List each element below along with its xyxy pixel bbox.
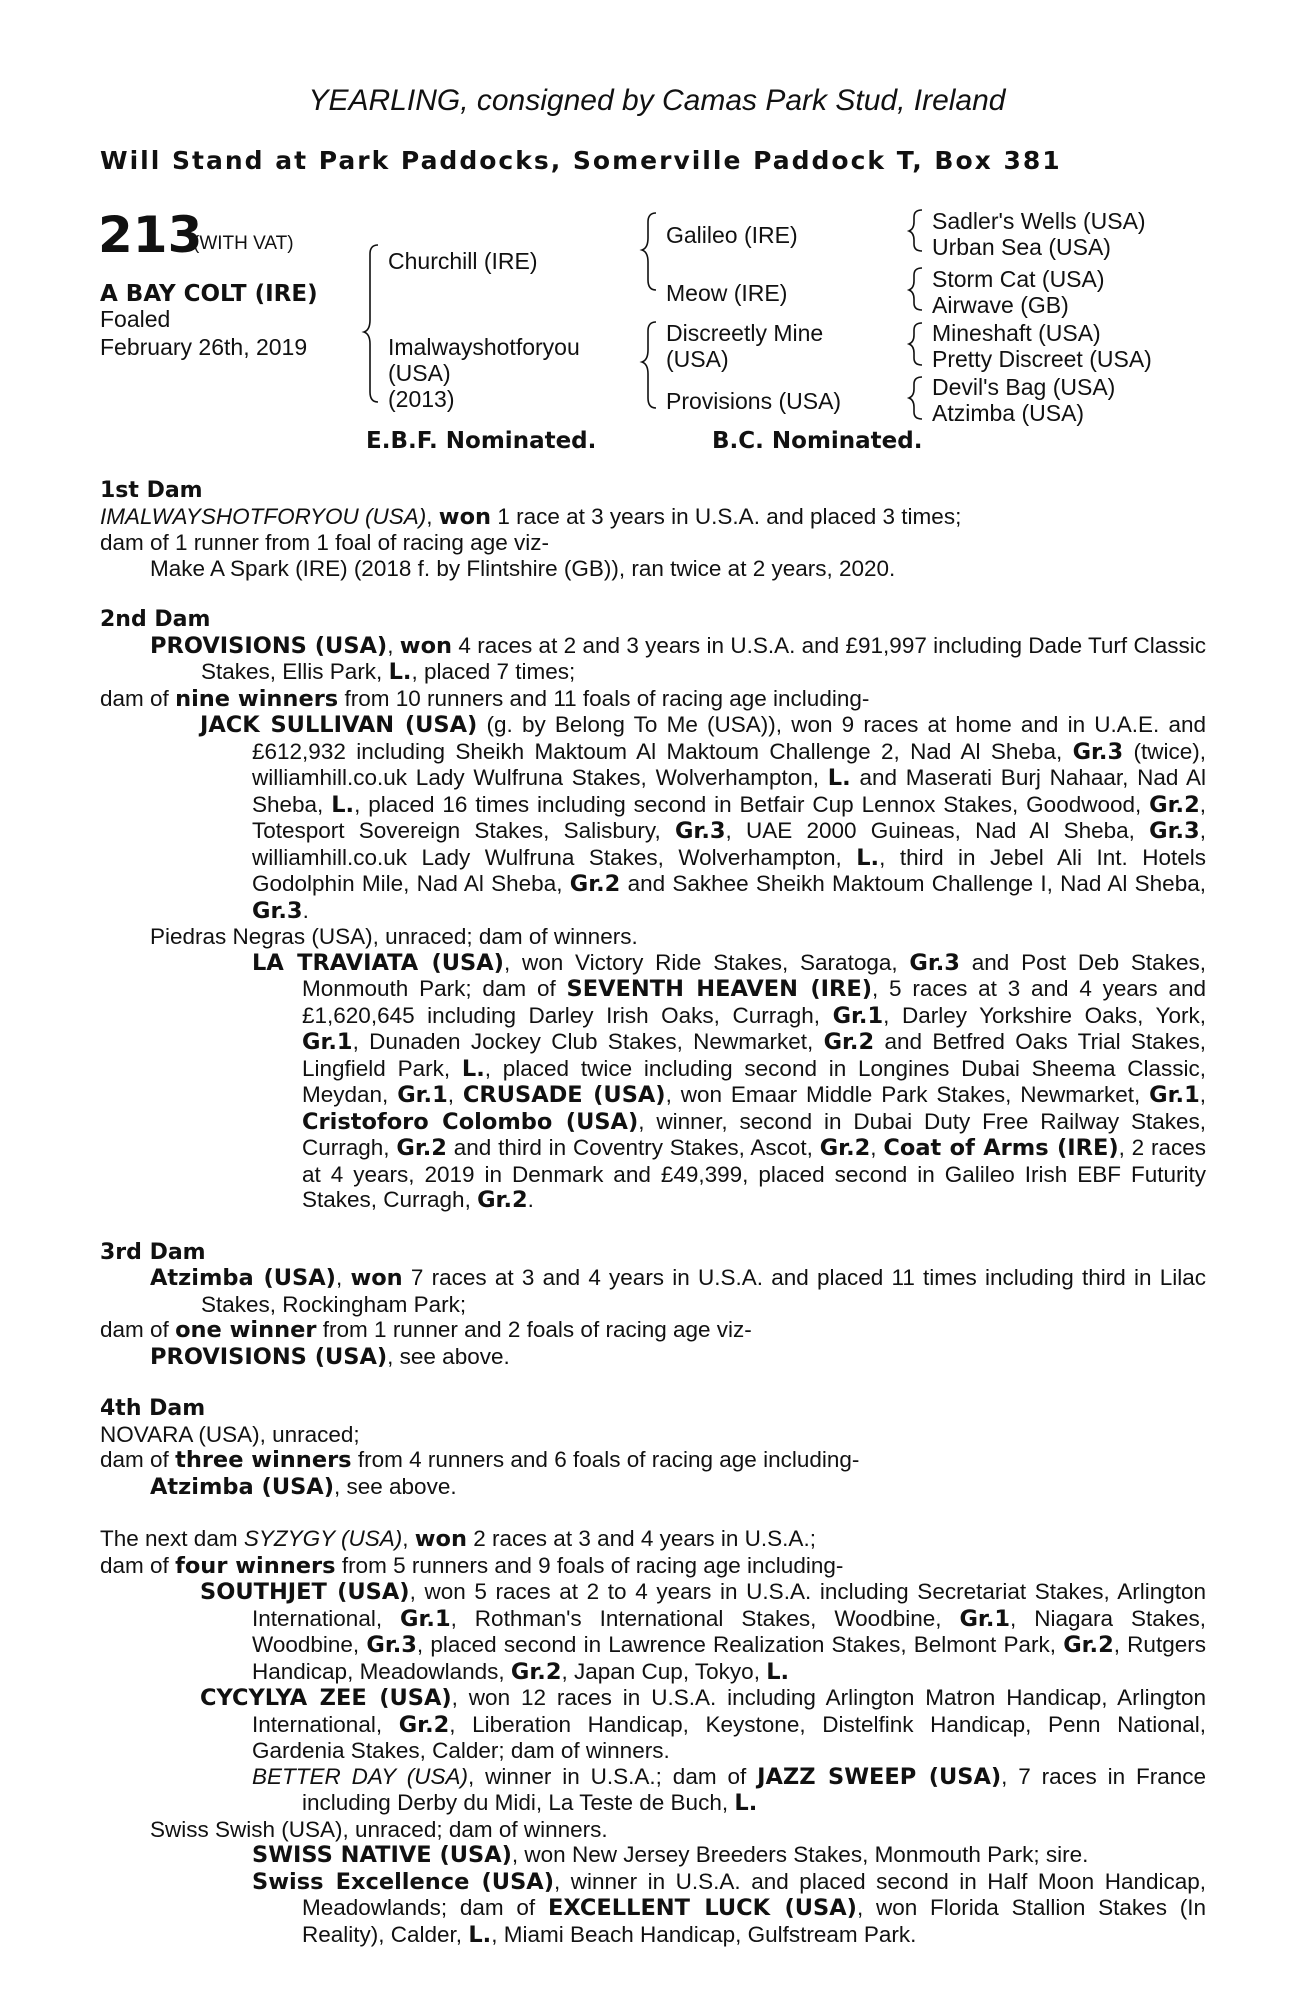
bc-nominated: B.C. Nominated. bbox=[712, 428, 923, 454]
catalogue-body bbox=[100, 478, 1206, 1948]
stand-location: Will Stand at Park Paddocks, Somerville Paddock T, Box 381 bbox=[100, 146, 1062, 175]
southjet-entry: SOUTHJET (USA), won 5 races at 2 to 4 years in U.S.A. including Secretariat Stakes, Arlington International, Gr.1, Rothman's International Stakes, Woodbine, Gr.1, Niagara Stakes, Woodbine, Gr.3, placed second in Lawrence Realization Stakes, Belmont Park, Gr.2, Rutgers Handicap, Meadowlands, Gr.2, Japan Cup, Tokyo, L. bbox=[200, 1579, 1206, 1685]
ebf-nominated: E.B.F. Nominated. bbox=[366, 428, 597, 454]
swiss-swish-entry: Swiss Swish (USA), unraced; dam of winners. bbox=[150, 1816, 608, 1842]
consignment-header: YEARLING, consigned by Camas Park Stud, Ireland bbox=[308, 84, 1006, 117]
ped-dds: Devil's Bag (USA) bbox=[932, 374, 1116, 400]
third-dam-heading: 3rd Dam bbox=[100, 1239, 206, 1265]
fourth-dam-name: NOVARA (USA), unraced; bbox=[100, 1421, 360, 1447]
vat-note: (WITH VAT) bbox=[193, 233, 294, 254]
ped-dss: Mineshaft (USA) bbox=[932, 320, 1101, 346]
second-dam-record: PROVISIONS (USA), won 4 races at 2 and 3 years in U.S.A. and £91,997 including Dade Turf Classic Stakes, Ellis Park, L., placed 7 times; bbox=[150, 632, 1206, 685]
fourth-dam-heading: 4th Dam bbox=[100, 1396, 206, 1421]
atzimba-ref: Atzimba (USA), see above. bbox=[150, 1473, 457, 1500]
lot-number: 213 bbox=[98, 206, 203, 264]
second-dam-produce: dam of nine winners from 10 runners and 11 foals of racing age including- bbox=[100, 685, 870, 712]
next-dam-produce: dam of four winners from 5 runners and 9 foals of racing age including- bbox=[100, 1552, 844, 1579]
dam-line-1: Imalwayshotforyou bbox=[388, 334, 580, 360]
ped-sss: Sadler's Wells (USA) bbox=[932, 208, 1146, 234]
second-dam-heading: 2nd Dam bbox=[100, 607, 211, 632]
swiss-excellence-entry: Swiss Excellence (USA), winner in U.S.A. and placed second in Half Moon Handicap, Meadowlands; dam of EXCELLENT LUCK (USA), won Florida Stallion Stakes (In Reality), Calder, L., Miami Beach Handicap, Gulfstream Park. bbox=[252, 1868, 1207, 1948]
next-dam-record: The next dam SYZYGY (USA), won 2 races at 3 and 4 years in U.S.A.; bbox=[100, 1526, 816, 1552]
dam-line-2: (USA) bbox=[388, 360, 451, 386]
first-dam-produce: dam of 1 runner from 1 foal of racing age viz- bbox=[100, 530, 549, 555]
dam-sire-line-1: Discreetly Mine bbox=[666, 320, 824, 346]
dam-dam: Provisions (USA) bbox=[666, 388, 842, 414]
provisions-ref: PROVISIONS (USA), see above. bbox=[150, 1343, 510, 1370]
la-traviata-entry: LA TRAVIATA (USA), won Victory Ride Stakes, Saratoga, Gr.3 and Post Deb Stakes, Monmouth Park; dam of SEVENTH HEAVEN (IRE), 5 races at 3 and 4 years and £1,620,645 including Darley Irish Oaks, Curragh, Gr.1, Darley Yorkshire Oaks, York, Gr.1, Dunaden Jockey Club Stakes, Newmarket, Gr.2 and Betfred Oaks Trial Stakes, Lingfield Park, L., placed twice including second in Longines Dubai Sheema Classic, Meydan, Gr.1, CRUSADE (USA), won Emaar Middle Park Stakes, Newmarket, Gr.1, Cristoforo Colombo (USA), winner, second in Dubai Duty Free Railway Stakes, Curragh, Gr.2 and third in Coventry Stakes, Ascot, Gr.2, Coat of Arms (IRE), 2 races at 4 years, 2019 in Denmark and £49,399, placed second in Galileo Irish EBF Futurity Stakes, Curragh, Gr.2. bbox=[252, 949, 1207, 1213]
foaled-date: February 26th, 2019 bbox=[100, 334, 308, 360]
fourth-dam-produce: dam of three winners from 4 runners and 6 foals of racing age including- bbox=[100, 1447, 860, 1473]
dam-sire-line-2: (USA) bbox=[666, 346, 729, 372]
third-dam-record: Atzimba (USA), won 7 races at 3 and 4 years in U.S.A. and placed 11 times including third in Lilac Stakes, Rockingham Park; bbox=[150, 1265, 1206, 1317]
first-dam-heading: 1st Dam bbox=[100, 478, 203, 503]
horse-name: A BAY COLT (IRE) bbox=[100, 281, 318, 307]
piedras-negras-entry: Piedras Negras (USA), unraced; dam of winners. bbox=[150, 924, 638, 949]
jack-sullivan-entry: JACK SULLIVAN (USA) (g. by Belong To Me (USA)), won 9 races at home and in U.A.E. and £612,932 including Sheikh Maktoum Al Maktoum Challenge 2, Nad Al Sheba, Gr.3 (twice), williamhill.co.uk Lady Wulfruna Stakes, Wolverhampton, L. and Maserati Burj Nahaar, Nad Al Sheba, L., placed 16 times including second in Betfair Cup Lennox Stakes, Goodwood, Gr.2, Totesport Sovereign Stakes, Salisbury, Gr.3, UAE 2000 Guineas, Nad Al Sheba, Gr.3, williamhill.co.uk Lady Wulfruna Stakes, Wolverhampton, L., third in Jebel Ali Int. Hotels Godolphin Mile, Nad Al Sheba, Gr.2 and Sakhee Sheikh Maktoum Challenge I, Nad Al Sheba, Gr.3. bbox=[200, 712, 1206, 924]
ped-ssd: Urban Sea (USA) bbox=[932, 234, 1111, 260]
sire-dam: Meow (IRE) bbox=[666, 280, 788, 306]
sire: Churchill (IRE) bbox=[388, 248, 538, 274]
ped-ddd: Atzimba (USA) bbox=[932, 400, 1085, 426]
dam-line-3: (2013) bbox=[388, 386, 455, 412]
foaled-label: Foaled bbox=[100, 306, 171, 332]
swiss-native-entry: SWISS NATIVE (USA), won New Jersey Breeders Stakes, Monmouth Park; sire. bbox=[252, 1842, 1089, 1868]
ped-sds: Storm Cat (USA) bbox=[932, 266, 1105, 292]
better-day-entry: BETTER DAY (USA), winner in U.S.A.; dam of JAZZ SWEEP (USA), 7 races in France including Derby du Midi, La Teste de Buch, L. bbox=[252, 1763, 1206, 1816]
third-dam-produce: dam of one winner from 1 runner and 2 foals of racing age viz- bbox=[100, 1317, 752, 1343]
first-dam-record: IMALWAYSHOTFORYOU (USA), won 1 race at 3 years in U.S.A. and placed 3 times; bbox=[100, 503, 962, 530]
sire-sire: Galileo (IRE) bbox=[666, 222, 798, 248]
first-dam-foal: Make A Spark (IRE) (2018 f. by Flintshire (GB)), ran twice at 2 years, 2020. bbox=[150, 555, 896, 581]
ped-dsd: Pretty Discreet (USA) bbox=[932, 346, 1152, 372]
cycylya-zee-entry: CYCYLYA ZEE (USA), won 12 races in U.S.A. including Arlington Matron Handicap, Arlington International, Gr.2, Liberation Handicap, Keystone, Distelfink Handicap, Penn National, Gardenia Stakes, Calder; dam of winners. bbox=[200, 1685, 1206, 1763]
ped-sdd: Airwave (GB) bbox=[932, 292, 1069, 318]
